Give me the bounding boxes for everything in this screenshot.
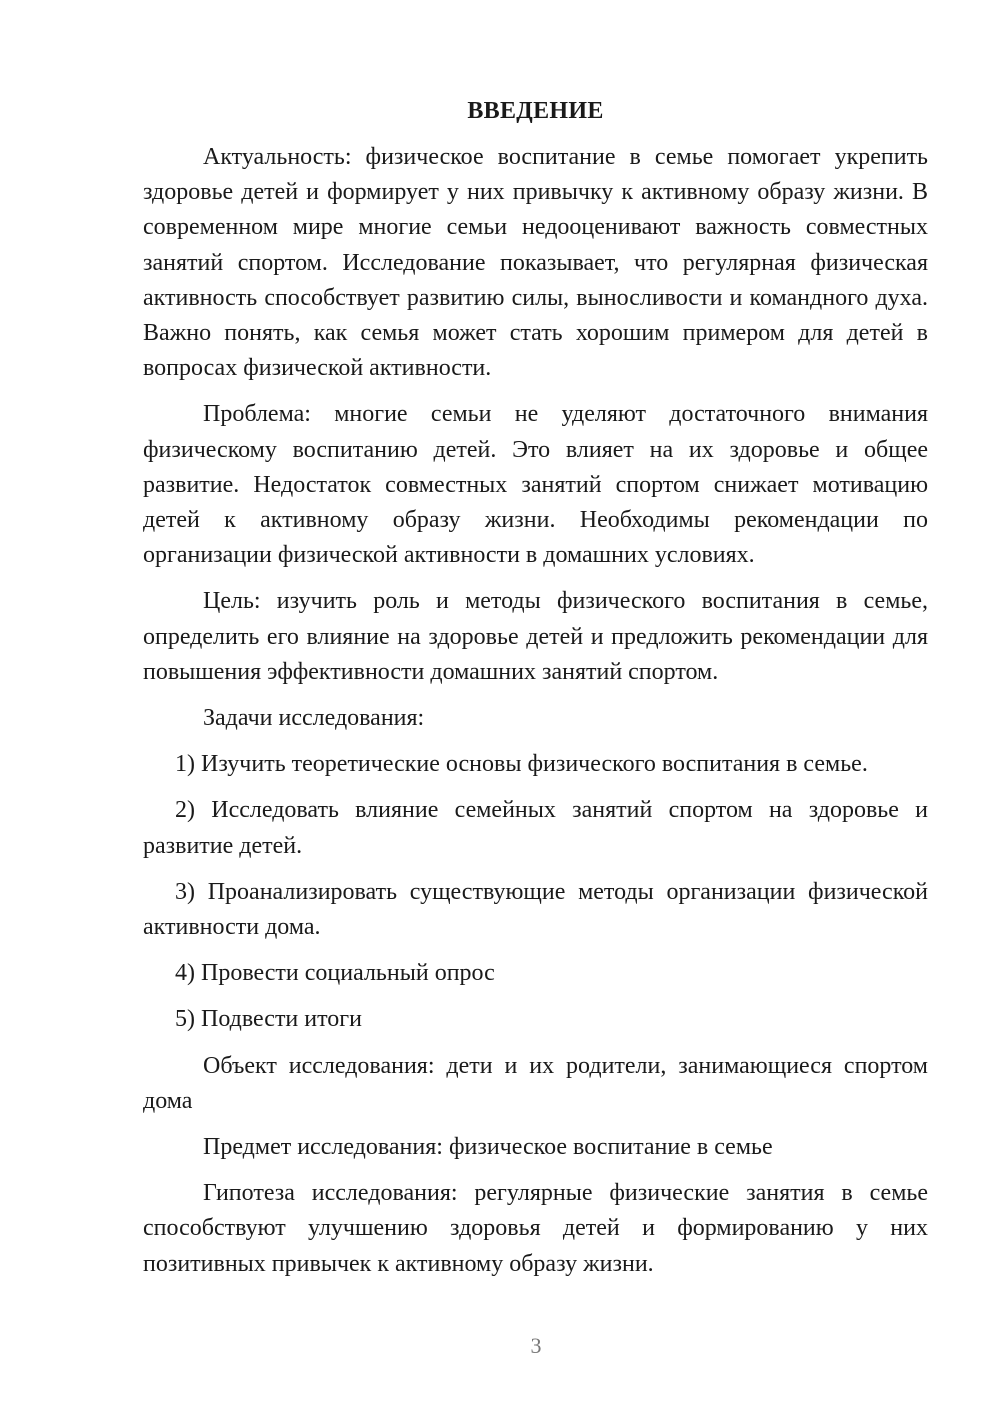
page-number: 3 — [530, 1333, 542, 1358]
task-item-1: 1) Изучить теоретические основы физического воспитания в семье. — [175, 751, 868, 778]
task-item-5: 5) Подвести итоги — [175, 1006, 362, 1033]
goal-paragraph: Цель: изучить роль и методы физического воспитания в семье, определить его влияние на здоровье детей и предложить рекомендации для повышения эффективности домашних занятий спортом. — [143, 588, 928, 685]
subject-paragraph: Предмет исследования: физическое воспитание в семье — [203, 1134, 773, 1161]
tasks-heading: Задачи исследования: — [203, 705, 425, 732]
task-item-2: 2) Исследовать влияние семейных занятий спортом на здоровье и развитие детей. — [143, 797, 928, 859]
problem-paragraph: Проблема: многие семьи не уделяют достаточного внимания физическому воспитанию детей. Это влияет на их здоровье и общее развитие. Недостаток совместных занятий спортом снижает мотивацию детей к активному образу жизни. Необходимы рекомендации по организации физической активности в домашних условиях. — [143, 401, 928, 569]
task-item-4: 4) Провести социальный опрос — [175, 960, 495, 987]
object-paragraph: Объект исследования: дети и их родители, занимающиеся спортом дома — [143, 1052, 928, 1114]
section-heading: ВВЕДЕНИЕ — [467, 98, 604, 124]
body-text — [143, 140, 928, 1293]
hypothesis-paragraph: Гипотеза исследования: регулярные физические занятия в семье способствуют улучшению здоровья детей и формированию у них позитивных привычек к активному образу жизни. — [143, 1180, 928, 1277]
task-item-3: 3) Проанализировать существующие методы организации физической активности дома. — [143, 878, 928, 941]
relevance-paragraph: Актуальность: физическое воспитание в семье помогает укрепить здоровье детей и формирует у них привычку к активному образу жизни. В современном мире многие семьи недооценивают важность совместных занятий спортом. Исследование показывает, что регулярная физическая активность способствует развитию силы, выносливости и командного духа. Важно понять, как семья может стать хорошим примером для детей в вопросах физической активности. — [143, 144, 928, 382]
